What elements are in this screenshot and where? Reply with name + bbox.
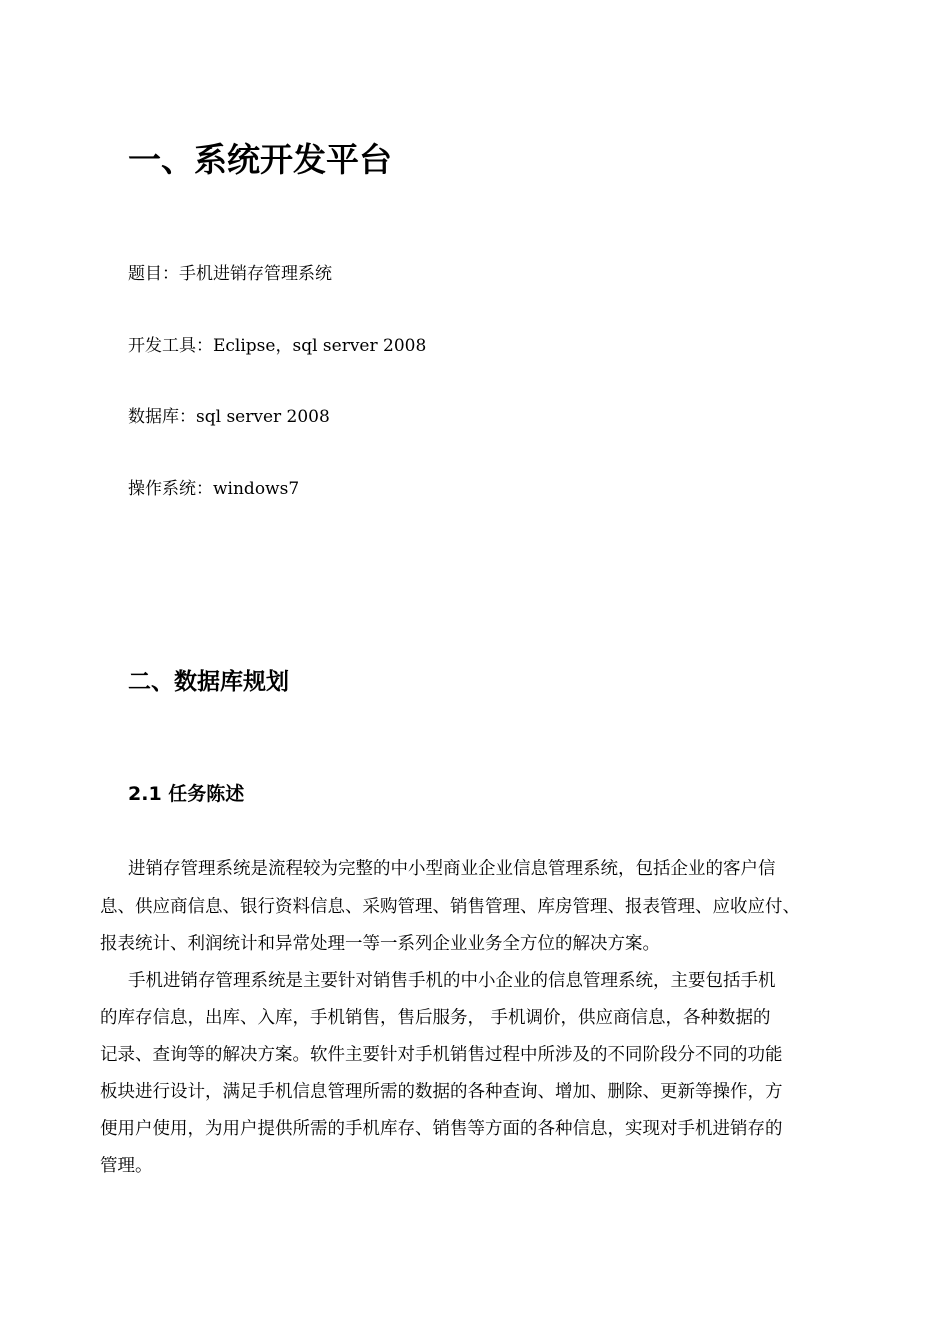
os-line: 操作系统：windows7 [128,479,300,499]
dev-tools-line: 开发工具：Eclipse，sql server 2008 [128,336,427,356]
paragraph-1-line: 进销存管理系统是流程较为完整的中小型商业企业信息管理系统，包括企业的客户信 [128,859,776,879]
paragraph-1-line: 息、供应商信息、银行资料信息、采购管理、销售管理、库房管理、报表管理、应收应付、 [100,897,800,917]
project-title-line: 题目：手机进销存管理系统 [128,264,332,284]
paragraph-2-line: 的库存信息，出库、入库，手机销售，售后服务， 手机调价，供应商信息，各种数据的 [100,1008,771,1028]
paragraph-1-line: 报表统计、利润统计和异常处理一等一系列企业业务全方位的解决方案。 [100,934,660,954]
paragraph-2-line: 管理。 [100,1156,153,1176]
section-1-heading: 一、系统开发平台 [128,140,392,179]
section-2-heading: 二、数据库规划 [128,669,289,695]
subsection-2-1-heading: 2.1 任务陈述 [128,783,245,805]
paragraph-2-line: 手机进销存管理系统是主要针对销售手机的中小企业的信息管理系统，主要包括手机 [128,971,776,991]
paragraph-2-line: 板块进行设计，满足手机信息管理所需的数据的各种查询、增加、删除、更新等操作，方 [100,1082,783,1102]
database-line: 数据库：sql server 2008 [128,407,330,427]
paragraph-2-line: 便用户使用，为用户提供所需的手机库存、销售等方面的各种信息，实现对手机进销存的 [100,1119,783,1139]
paragraph-2-line: 记录、查询等的解决方案。软件主要针对手机销售过程中所涉及的不同阶段分不同的功能 [100,1045,783,1065]
